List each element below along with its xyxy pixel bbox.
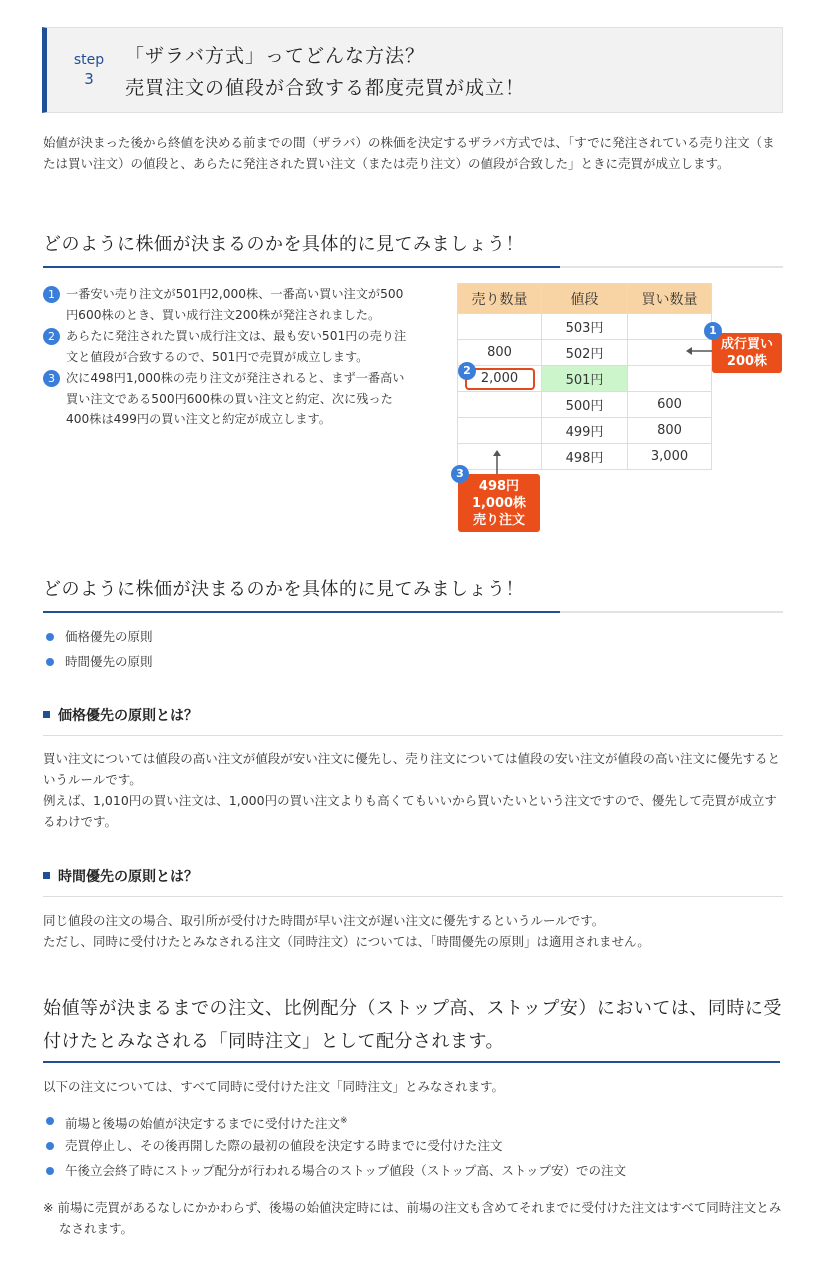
table-row	[458, 392, 712, 418]
callout-line: 200株	[726, 354, 768, 369]
section1-heading: どのように株価が決まるのかを具体的に見てみましょう！	[43, 234, 524, 255]
price-priority-p2: 例えば、1,010円の買い注文は、1,000円の買い注文よりも高くてもいいから買いたいという注文ですので、優先して売買が成立するわけです。	[43, 793, 777, 829]
price-cell: 499円	[542, 418, 628, 444]
step-title-line2: 売買注文の値段が合致する都度売買が成立！	[125, 77, 526, 99]
order-board-table	[457, 283, 712, 470]
time-priority-title: 時間優先の原則とは？	[58, 869, 198, 885]
list-item	[43, 368, 413, 430]
step-header	[42, 27, 783, 113]
list-item	[43, 326, 413, 367]
price-priority-p1: 買い注文については値段の高い注文が値段が安い注文に優先し、売り注文については値段の安い注文が値段の高い注文に優先するというルールです。	[43, 751, 781, 787]
price-cell: 500円	[542, 392, 628, 418]
step-text: 次に498円1,000株の売り注文が発注されると、まず一番高い買い注文である500円600株の買い注文と約定、次に残った400株は499円の買い注文と約定が成立します。	[66, 371, 405, 426]
number-2-icon: 2	[458, 362, 476, 380]
step-title-line1: 「ザラバ方式」ってどんな方法？	[125, 45, 426, 67]
callout-market-buy	[712, 333, 782, 373]
time-priority-p2: ただし、同時に受付けたとみなされる注文（同時注文）については、「時間優先の原則」は適用されません。	[43, 934, 650, 949]
list-item	[43, 1110, 626, 1135]
header-price: 値段	[542, 284, 628, 314]
buy-qty-cell	[628, 366, 712, 392]
step-word: step	[73, 52, 105, 68]
price-priority-title: 価格優先の原則とは？	[58, 708, 198, 724]
table-header-row	[458, 284, 712, 314]
number-1-icon: 1	[43, 286, 60, 303]
callout-sell-order	[458, 474, 540, 532]
list-item: 午後立会終了時にストップ配分が行われる場合のストップ値段（ストップ高、ストップ安）での注文	[43, 1160, 626, 1185]
step-text: あらたに発注された買い成行注文は、最も安い501円の売り注文と値段が合致するので、501円で売買が成立します。	[66, 329, 407, 364]
callout-line: 1,000株	[471, 496, 527, 511]
number-3-icon: 3	[43, 370, 60, 387]
arrow-up-icon	[491, 450, 503, 476]
list-item: 時間優先の原則	[43, 651, 153, 676]
footnote: ※ 前場に売買があるなしにかかわらず、後場の始値決定時には、前場の注文も含めてそれまでに受付けた注文はすべて同時注文とみなされます。	[43, 1200, 782, 1236]
section1-divider	[43, 266, 783, 268]
buy-qty-cell: 600	[628, 392, 712, 418]
sell-qty-cell	[458, 418, 542, 444]
intro-paragraph: 始値が決まった後から終値を決める前までの間（ザラバ）の株価を決定するザラバ方式では、「すでに発注されている売り注文（または買い注文）の値段と、あらたに発注された買い注文（または売り注文）の値段が合致した」ときに売買が成立します。	[43, 135, 775, 171]
list-item	[43, 284, 413, 325]
number-3-icon: 3	[451, 465, 469, 483]
time-priority-p1: 同じ値段の注文の場合、取引所が受付けた時間が早い注文が遅い注文に優先するというルールです。	[43, 913, 605, 928]
step-text: 一番安い売り注文が501円2,000株、一番高い買い注文が500円600株のとき、買い成行注文200株が発注されました。	[66, 287, 404, 322]
buy-qty-cell	[628, 314, 712, 340]
section2-heading: どのように株価が決まるのかを具体的に見てみましょう！	[43, 579, 524, 600]
highlight-2000-box: 2,000	[465, 368, 535, 390]
list-item-text: 前場と後場の始値が決定するまでに受付けた注文	[65, 1116, 341, 1132]
callout-line: 成行買い	[720, 337, 773, 352]
price-priority-divider	[43, 735, 783, 736]
list-item: 売買停止し、その後再開した際の最初の値段を決定する時までに受付けた注文	[43, 1135, 626, 1160]
sell-qty-cell	[458, 314, 542, 340]
table-row	[458, 366, 712, 392]
table-row	[458, 314, 712, 340]
principle-list	[43, 626, 153, 676]
price-cell-matched: 501円	[542, 366, 628, 392]
step-list	[43, 284, 413, 431]
section3-heading: 始値等が決まるまでの注文、比例配分（ストップ高、ストップ安）においては、同時に受付けたとみなされる「同時注文」として配分されます。	[43, 998, 782, 1052]
asterisk-mark: ※	[340, 1116, 348, 1126]
step-title	[125, 40, 525, 104]
price-cell: 498円	[542, 444, 628, 470]
square-bullet-icon	[43, 872, 50, 879]
step-number: 3	[84, 70, 94, 88]
section3-divider	[43, 1061, 780, 1063]
simultaneous-order-list	[43, 1110, 626, 1185]
section2-divider	[43, 611, 783, 613]
number-1-icon: 1	[704, 322, 722, 340]
time-priority-divider	[43, 896, 783, 897]
time-priority-heading	[43, 866, 198, 886]
header-sell-qty: 売り数量	[458, 284, 542, 314]
price-cell: 503円	[542, 314, 628, 340]
list-item: 価格優先の原則	[43, 626, 153, 651]
callout-line: 売り注文	[472, 513, 525, 528]
callout-line: 498円	[478, 479, 520, 494]
buy-qty-cell: 3,000	[628, 444, 712, 470]
table-row	[458, 418, 712, 444]
sell-qty-cell	[458, 392, 542, 418]
header-buy-qty: 買い数量	[628, 284, 712, 314]
square-bullet-icon	[43, 711, 50, 718]
table-row	[458, 340, 712, 366]
step-label	[65, 52, 113, 88]
sell-qty-cell: 800	[458, 340, 542, 366]
section3-intro: 以下の注文については、すべて同時に受付けた注文「同時注文」とみなされます。	[43, 1079, 505, 1094]
buy-qty-cell: 800	[628, 418, 712, 444]
price-cell: 502円	[542, 340, 628, 366]
number-2-icon: 2	[43, 328, 60, 345]
price-priority-heading	[43, 705, 198, 725]
